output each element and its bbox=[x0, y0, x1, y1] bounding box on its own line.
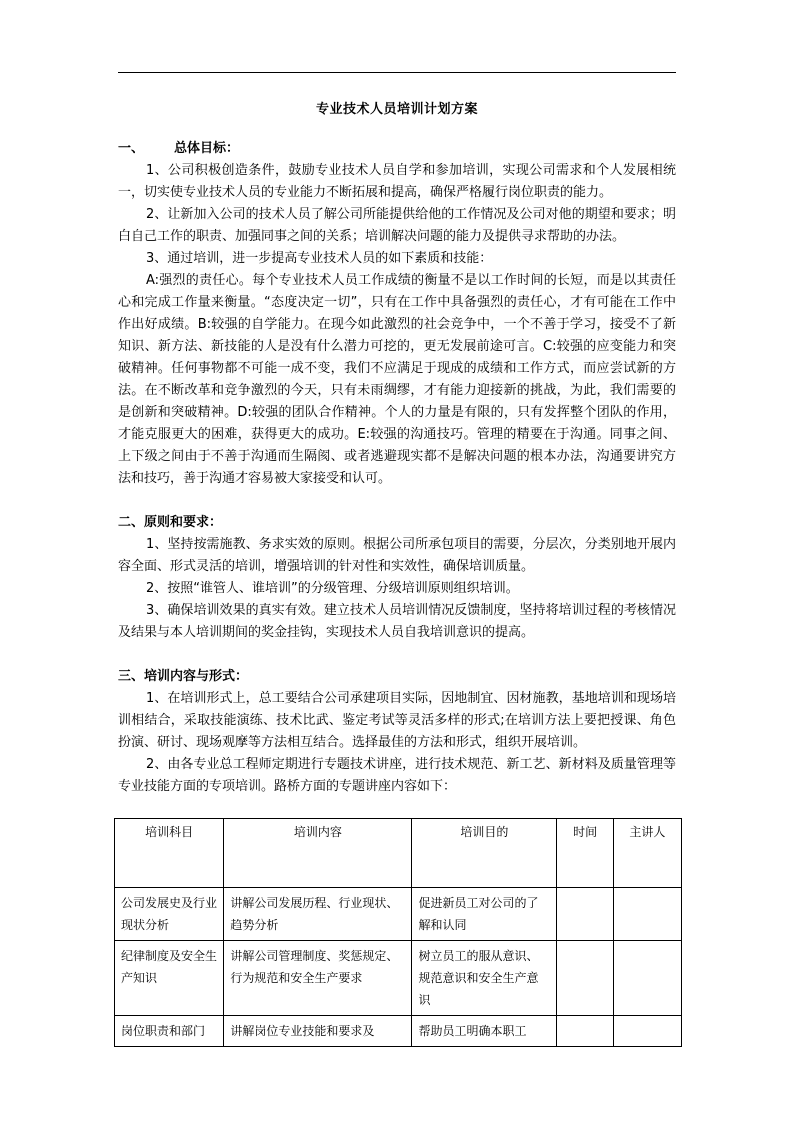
table-row bbox=[115, 941, 682, 1016]
table-header-cell: 主讲人 bbox=[613, 819, 681, 888]
spacer bbox=[118, 490, 676, 512]
table-cell bbox=[613, 1016, 681, 1047]
section-1-heading bbox=[118, 138, 676, 160]
table-cell: 促进新员工对公司的了解和认同 bbox=[412, 888, 557, 941]
table-cell bbox=[557, 888, 613, 941]
section-3-paragraph-1: 1、在培训形式上，总工要结合公司承建项目实际，因地制宜、因材施教，基地培训和现场培训相结合，采取技能演练、技术比武、鉴定考试等灵活多样的形式;在培训方法上要把授课、角色扮演、研讨、现场观摩等方法相互结合。选择最佳的方法和形式，组织开展培训。 bbox=[118, 691, 676, 750]
section-1-paragraph-4: A:强烈的责任心。每个专业技术人员工作成绩的衡量不是以工作时间的长短，而是以其责任心和完成工作量来衡量。“态度决定一切”，只有在工作中具备强烈的责任心，才有可能在工作中作出好成绩。B:较强的自学能力。在现今如此激烈的社会竞争中，一个不善于学习，接受不了新知识、新方法、新技能的人是没有什么潜力可挖的，更无发展前途可言。C:较强的应变能力和突破精神。任何事物都不可能一成不变，我们不应满足于现成的成绩和工作方式，而应尝试新的方法。在不断改革和竞争激烈的今天，只有未雨绸缪，才有能力迎接新的挑战，为此，我们需要的是创新和突破精神。D:较强的团队合作精神。个人的力量是有限的，只有发挥整个团队的作用，才能克服更大的困难，获得更大的成功。E:较强的沟通技巧。管理的精要在于沟通。同事之间、上下级之间由于不善于沟通而生隔阂、或者逃避现实都不是解决问题的根本办法，沟通要讲究方法和技巧，善于沟通才容易被大家接受和认可。 bbox=[118, 273, 676, 486]
table-row bbox=[115, 888, 682, 941]
table-cell bbox=[557, 941, 613, 1016]
document-body bbox=[118, 138, 676, 798]
section-1-paragraph-1: 1、公司积极创造条件，鼓励专业技术人员自学和参加培训，实现公司需求和个人发展相统一，切实使专业技术人员的专业能力不断拓展和提高，确保严格履行岗位职责的能力。 bbox=[118, 163, 676, 200]
training-table bbox=[114, 818, 682, 1047]
document-title: 专业技术人员培训计划方案 bbox=[315, 102, 478, 117]
table-cell: 帮助员工明确本职工 bbox=[412, 1016, 557, 1047]
section-1-number: 一、 bbox=[118, 141, 145, 156]
table-cell: 树立员工的服从意识、规范意识和安全生产意识 bbox=[412, 941, 557, 1016]
section-2-paragraph-1: 1、坚持按需施教、务求实效的原则。根据公司所承包项目的需要，分层次，分类别地开展内容全面、形式灵活的培训，增强培训的针对性和实效性，确保培训质量。 bbox=[118, 537, 676, 574]
table-cell: 讲解公司发展历程、行业现状、趋势分析 bbox=[224, 888, 412, 941]
spacer bbox=[118, 644, 676, 666]
table-cell bbox=[557, 1016, 613, 1047]
table-cell bbox=[613, 941, 681, 1016]
section-2-heading: 二、原则和要求： bbox=[118, 515, 223, 530]
table-row bbox=[115, 1016, 682, 1047]
table-header-cell: 培训目的 bbox=[412, 819, 557, 888]
table-header-cell: 时间 bbox=[557, 819, 613, 888]
table-cell: 岗位职责和部门 bbox=[115, 1016, 224, 1047]
section-2-paragraph-3: 3、确保培训效果的真实有效。建立技术人员培训情况反馈制度，坚持将培训过程的考核情况及结果与本人培训期间的奖金挂钩，实现技术人员自我培训意识的提高。 bbox=[118, 603, 676, 640]
table-cell: 公司发展史及行业现状分析 bbox=[115, 888, 224, 941]
section-3-heading: 三、培训内容与形式： bbox=[118, 669, 249, 684]
section-1-paragraph-2: 2、让新加入公司的技术人员了解公司所能提供给他的工作情况及公司对他的期望和要求；明白自己工作的职责、加强同事之间的关系；培训解决问题的能力及提供寻求帮助的办法。 bbox=[118, 207, 676, 244]
table-cell: 纪律制度及安全生产知识 bbox=[115, 941, 224, 1016]
section-1-paragraph-3: 3、通过培训，进一步提高专业技术人员的如下素质和技能： bbox=[146, 251, 493, 266]
section-1-title: 总体目标： bbox=[174, 141, 240, 156]
section-3-paragraph-2: 2、由各专业总工程师定期进行专题技术讲座，进行技术规范、新工艺、新材料及质量管理等专业技能方面的专项培训。路桥方面的专题讲座内容如下： bbox=[118, 757, 676, 794]
table-cell: 讲解岗位专业技能和要求及 bbox=[224, 1016, 412, 1047]
table-header-row bbox=[115, 819, 682, 888]
table-header-cell: 培训科目 bbox=[115, 819, 224, 888]
section-2-paragraph-2: 2、按照“谁管人、谁培训”的分级管理、分级培训原则组织培训。 bbox=[146, 581, 519, 596]
header-rule bbox=[118, 72, 676, 73]
table-cell bbox=[613, 888, 681, 941]
table-cell: 讲解公司管理制度、奖惩规定、行为规范和安全生产要求 bbox=[224, 941, 412, 1016]
table-header-cell: 培训内容 bbox=[224, 819, 412, 888]
